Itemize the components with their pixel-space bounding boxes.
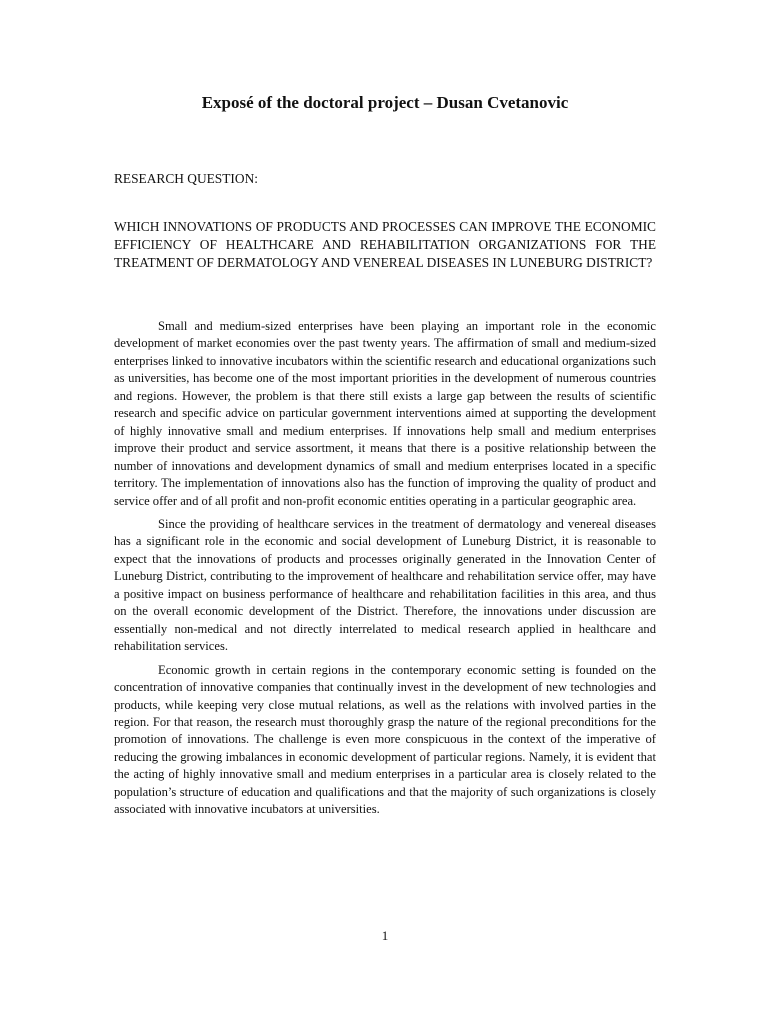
document-title: Exposé of the doctoral project – Dusan Cvetanovic (201, 93, 569, 112)
paragraph-3: Economic growth in certain regions in the contemporary economic setting is founded on the concentration of innovative companies that continually invest in the development of new technologies and products, while keeping very close mutual relations, as well as the relations with involved parties in the region. For that reason, the research must thoroughly grasp the nature of the regional preconditions for the promotion of innovations. The challenge is even more conspicuous in the context of the imperative of reducing the growing imbalances in economic development of particular regions. Namely, it is evident that the acting of highly innovative small and medium enterprises in a particular area is closely related to the population’s structure of education and qualifications and that the majority of such organizations is closely associated with innovative incubators at universities. (114, 662, 656, 817)
research-question-text: WHICH INNOVATIONS OF PRODUCTS AND PROCESSES CAN IMPROVE THE ECONOMIC EFFICIENCY OF HEALTHCARE AND REHABILITATION ORGANIZATIONS FOR THE TREATMENT OF DERMATOLOGY AND VENEREAL DISEASES IN LUNEBURG DISTRICT? (114, 219, 656, 270)
page-number: 1 (381, 928, 389, 943)
paragraph-2: Since the providing of healthcare services in the treatment of dermatology and venereal diseases has a significant role in the economic and social development of Luneburg District, it is reasonable to expect that the innovations of products and processes originally generated in the Innovation Center of Luneburg District, contributing to the improvement of healthcare and rehabilitation service offer, may have a positive impact on business performance of healthcare and rehabilitation facilities in this area, and thus on the overall economic development of the District. Therefore, the innovations under discussion are essentially non-medical and not directly interrelated to medical research applied in healthcare and rehabilitation services. (114, 516, 656, 654)
paragraph-1: Small and medium-sized enterprises have been playing an important role in the economic development of market economies over the past twenty years. The affirmation of small and medium-sized enterprises linked to innovative incubators within the scientific research and educational organizations such as universities, has become one of the most important priorities in the development of numerous countries and regions. However, the problem is that there still exists a large gap between the results of scientific research and specific advice on particular government interventions aimed at supporting the development of highly innovative small and medium enterprises. If innovations help small and medium enterprises improve their product and service assortment, it means that there is a positive relationship between the number of innovations and development dynamics of small and medium enterprises located in a specific territory. The implementation of innovations also has the function of improving the quality of product and service offer and of all profit and non-profit economic entities operating in a particular geographic area. (114, 319, 656, 508)
research-question-label: RESEARCH QUESTION: (114, 171, 258, 186)
document-page (114, 0, 656, 1024)
body-text (114, 318, 656, 825)
